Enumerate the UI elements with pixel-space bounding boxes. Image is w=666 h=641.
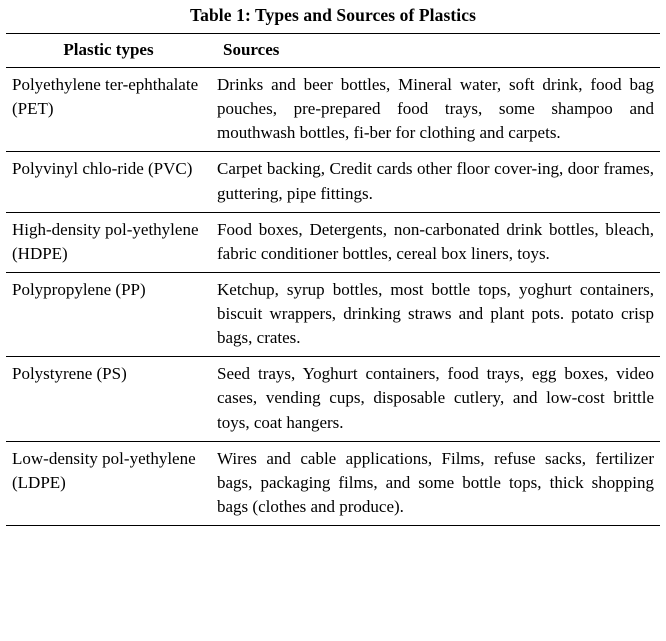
cell-sources: Ketchup, syrup bottles, most bottle tops, yoghurt containers, biscuit wrappers, drinking straws and plant pots. potato crisp bags, crates. bbox=[211, 272, 660, 356]
table-header-row bbox=[6, 33, 660, 67]
cell-plastic-type: Polyethylene ter-ephthalate (PET) bbox=[6, 68, 211, 152]
cell-plastic-type: Polypropylene (PP) bbox=[6, 272, 211, 356]
table-header bbox=[6, 33, 660, 67]
page-bottom-cutoff-text bbox=[0, 631, 666, 641]
cell-sources: Carpet backing, Credit cards other floor cover-ing, door frames, guttering, pipe fittings. bbox=[211, 152, 660, 212]
table-row bbox=[6, 357, 660, 441]
column-header-plastic-types: Plastic types bbox=[6, 33, 211, 67]
column-header-sources: Sources bbox=[211, 33, 660, 67]
cell-sources: Seed trays, Yoghurt containers, food trays, egg boxes, video cases, vending cups, disposable cutlery, and low-cost brittle toys, coat hangers. bbox=[211, 357, 660, 441]
plastics-table bbox=[6, 33, 660, 526]
cell-sources: Wires and cable applications, Films, refuse sacks, fertilizer bags, packaging films, and some bottle tops, thick shopping bags (clothes and produce). bbox=[211, 441, 660, 525]
table-row bbox=[6, 152, 660, 212]
cell-plastic-type: Polystyrene (PS) bbox=[6, 357, 211, 441]
table-row bbox=[6, 441, 660, 525]
table-row bbox=[6, 68, 660, 152]
cell-plastic-type: Polyvinyl chlo-ride (PVC) bbox=[6, 152, 211, 212]
table-row bbox=[6, 212, 660, 272]
cell-sources: Drinks and beer bottles, Mineral water, soft drink, food bag pouches, pre-prepared food trays, some shampoo and mouthwash bottles, fi-ber for clothing and carpets. bbox=[211, 68, 660, 152]
table-caption: Table 1: Types and Sources of Plastics bbox=[189, 5, 477, 25]
table-row bbox=[6, 272, 660, 356]
cell-plastic-type: Low-density pol-yethylene (LDPE) bbox=[6, 441, 211, 525]
cell-plastic-type: High-density pol-yethylene (HDPE) bbox=[6, 212, 211, 272]
table-body bbox=[6, 68, 660, 526]
cell-sources: Food boxes, Detergents, non-carbonated drink bottles, bleach, fabric conditioner bottles, cereal box liners, toys. bbox=[211, 212, 660, 272]
